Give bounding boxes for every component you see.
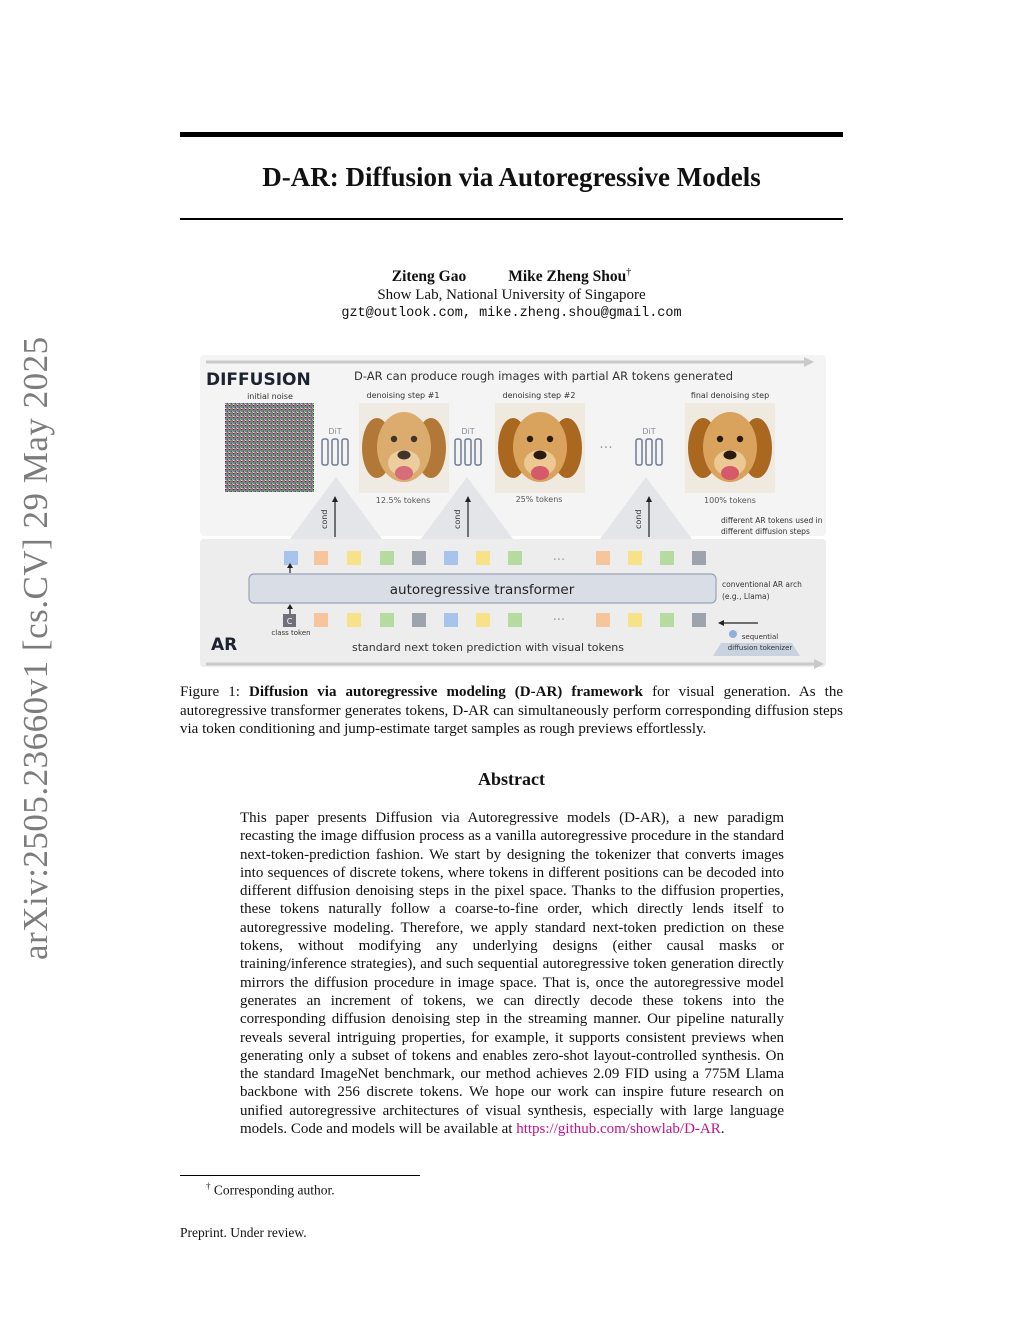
step-final-image xyxy=(685,403,775,493)
output-token-5 xyxy=(412,551,426,565)
step-2-image xyxy=(495,403,585,493)
arxiv-stamp: arXiv:2505.23660v1 [cs.CV] 29 May 2025 xyxy=(16,336,55,960)
diffusion-banner: D-AR can produce rough images with partial AR tokens generated xyxy=(354,369,733,383)
author-emails: gzt@outlook.com, mike.zheng.shou@gmail.com xyxy=(341,306,682,321)
dit-label-2: DiT xyxy=(461,427,475,436)
input-ellipsis: ··· xyxy=(552,613,566,628)
output-ellipsis: ··· xyxy=(552,553,566,568)
dit-label-3: DiT xyxy=(642,427,656,436)
footnote-mark: † xyxy=(206,1181,211,1191)
diffusion-ellipsis: ··· xyxy=(599,440,613,456)
preprint-note: Preprint. Under review. xyxy=(180,1225,307,1240)
output-token-3 xyxy=(347,551,361,565)
caption-bold: Diffusion via autoregressive modeling (D-AR) framework xyxy=(249,684,644,700)
corresponding-mark: † xyxy=(626,267,632,278)
note-arch-line1: conventional AR arch xyxy=(722,580,802,589)
step-1-tokens: 12.5% tokens xyxy=(375,496,431,505)
title-rule-bottom xyxy=(180,218,843,220)
ar-banner: standard next token prediction with visual tokens xyxy=(352,641,624,654)
code-link[interactable]: https://github.com/showlab/D-AR xyxy=(516,1121,721,1138)
author-list xyxy=(180,267,843,286)
abstract-text: This paper presents Diffusion via Autoregressive models (D-AR), a new paradigm recasting the image diffusion process as a vanilla autoregressive procedure in the standard next-token-prediction fashion. We start by designing the tokenizer that converts images into sequences of discrete tokens, where tokens in different positions can be decoded into different diffusion denoising steps in the pixel space. Thanks to the diffusion properties, these tokens naturally follow a coarse-to-fine order, which directly lends itself to autoregressive modeling. Therefore, we apply standard next-token prediction on these tokens, without modifying any underlying designs (either causal masks or training/inference strategies), and such sequential autoregressive token generation directly mirrors the diffusion procedure in image space. That is, once the autoregressive model generates an increment of tokens, we can directly decode these tokens into the corresponding diffusion denoising step in the streaming manner. Our pipeline naturally reveals several intriguing properties, for example, it supports consistent previews when generating only a subset of tokens and enables zero-shot layout-controlled synthesis. On the standard ImageNet benchmark, our method achieves 2.09 FID using a 775M Llama backbone with 256 discrete tokens. We hope our work can inspire future research on unified autoregressive architectures of visual synthesis, especially with large language models. Code and models will be available at xyxy=(240,810,784,1138)
output-token-10 xyxy=(628,551,642,565)
tokenizer-icon xyxy=(729,630,737,638)
output-token-8 xyxy=(508,551,522,565)
note-arch-line2: (e.g., Llama) xyxy=(722,592,770,601)
diffusion-label: DIFFUSION xyxy=(206,370,311,390)
output-token-6 xyxy=(444,551,458,565)
step-1-label: denoising step #1 xyxy=(366,391,440,400)
abstract-heading: Abstract xyxy=(478,769,545,789)
initial-noise-label: initial noise xyxy=(247,392,293,401)
title-rule-top xyxy=(180,132,843,137)
footnote-text: Corresponding author. xyxy=(210,1182,335,1198)
figure-1 xyxy=(198,353,828,669)
abstract-body xyxy=(240,809,784,1138)
cond-label-1: cond xyxy=(320,509,329,529)
input-token-7 xyxy=(476,613,490,627)
input-token-11 xyxy=(660,613,674,627)
input-token-9 xyxy=(596,613,610,627)
output-token-12 xyxy=(692,551,706,565)
abstract-end: . xyxy=(720,1121,725,1138)
output-token-7 xyxy=(476,551,490,565)
input-token-12 xyxy=(692,613,706,627)
output-token-4 xyxy=(380,551,394,565)
cond-label-3: cond xyxy=(634,509,643,529)
input-token-8 xyxy=(508,613,522,627)
paper-title: D-AR: Diffusion via Autoregressive Models xyxy=(262,162,761,192)
output-token-11 xyxy=(660,551,674,565)
output-token-1 xyxy=(284,551,298,565)
input-token-6 xyxy=(444,613,458,627)
input-token-4 xyxy=(380,613,394,627)
dit-label-1: DiT xyxy=(328,427,342,436)
step-final-label: final denoising step xyxy=(690,391,770,400)
note-tokens-line1: different AR tokens used in xyxy=(721,516,823,525)
input-token-10 xyxy=(628,613,642,627)
step-1-image xyxy=(359,403,449,493)
author-1: Ziteng Gao xyxy=(391,268,467,286)
caption-prefix: Figure 1: xyxy=(180,684,250,700)
cond-label-2: cond xyxy=(453,509,462,529)
input-token-3 xyxy=(347,613,361,627)
input-token-5 xyxy=(412,613,426,627)
output-token-9 xyxy=(596,551,610,565)
output-token-2 xyxy=(314,551,328,565)
ar-label: AR xyxy=(211,635,238,655)
ar-transformer-label: autoregressive transformer xyxy=(389,582,575,598)
note-tokens-line2: different diffusion steps xyxy=(721,527,810,536)
author-2: Mike Zheng Shou xyxy=(508,268,627,286)
class-token-label: class token xyxy=(271,629,311,637)
input-token-2 xyxy=(314,613,328,627)
step-2-label: denoising step #2 xyxy=(502,391,576,400)
affiliation: Show Lab, National University of Singapore xyxy=(377,287,646,303)
footnote xyxy=(206,1181,335,1199)
tokenizer-line1: sequential xyxy=(741,633,779,641)
footnote-rule xyxy=(180,1175,420,1176)
initial-noise-image xyxy=(225,403,314,492)
step-final-tokens: 100% tokens xyxy=(704,496,756,505)
tokenizer-line2: diffusion tokenizer xyxy=(727,644,793,652)
step-2-tokens: 25% tokens xyxy=(515,495,563,504)
class-token-letter: C xyxy=(286,617,293,626)
figure-caption xyxy=(180,683,843,739)
caption-rest: for visual generation. As the autoregressive transformer generates tokens, D-AR can simultaneously perform corresponding diffusion steps via token conditioning and jump-estimate target samples as rough previews effortlessly. xyxy=(180,684,843,737)
